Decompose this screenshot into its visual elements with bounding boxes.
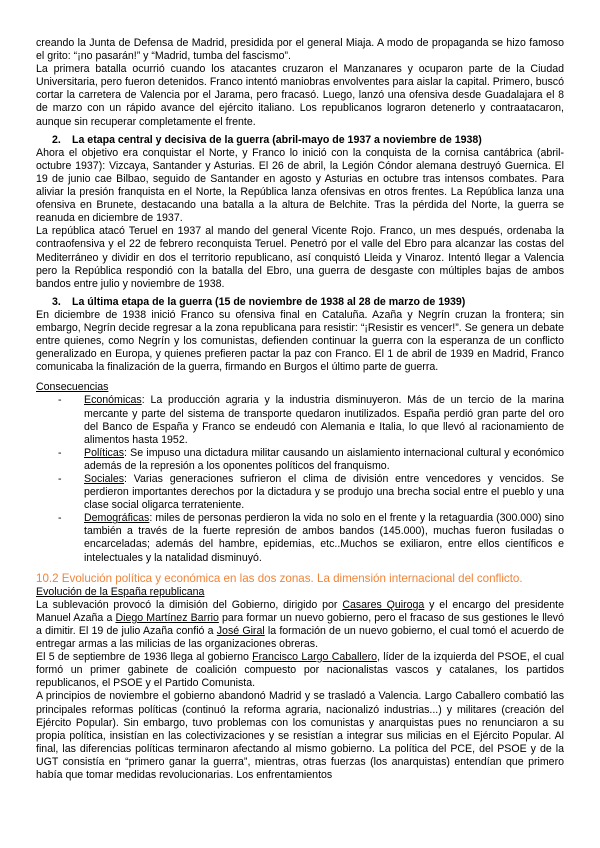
consequences-list: [36, 394, 564, 564]
stage-3-paragraph-1: En diciembre de 1938 inició Franco su ofensiva final en Cataluña. Azaña y Negrín cruzan la frontera; sin embargo, Negrín decide regresar a la zona republicana para resistir: “¡Resistir es vencer!”. Se genera un debate entre quienes, como Negrín y los comunistas, defienden continuar la guerra con la esperanza de un conflicto generalizado en Europa, y quienes prefieren pactar la paz con Franco. El 1 de abril de 1939 en Madrid, Franco comunicaba la finalización de la guerra, firmando en Burgos el último parte de guerra.: [36, 308, 564, 374]
text-segment: La sublevación provocó la dimisión del Gobierno, dirigido por: [36, 598, 343, 611]
link-francisco-largo-caballero[interactable]: Francisco Largo Caballero: [252, 651, 378, 664]
text-segment: para formar un nuevo gobierno, pero el fracaso de sus gestiones le llevó a dimitir. El 19 de julio Azaña confió a: [36, 611, 564, 637]
stage-2-heading: [36, 134, 564, 147]
consequence-text: : Varias generaciones sufrieron el clima de división entre vencedores y vencidos. Se perdieron importantes derechos por la dictadura y se produjo una brecha social entre el pueblo y una clase social oligarca terrateniente.: [84, 473, 564, 512]
consequence-text: : miles de personas perdieron la vida no solo en el frente y la retaguardia (300.000) sino también a través de la fuerte represión de ambos bandos (145.000), muchas fueron fusiladas o encarceladas; además del hambre, epidemias, etc..Muchos se exiliaron, entre ellos científicos e intelectuales y la natalidad disminuyó.: [84, 512, 564, 564]
consequence-economic: [36, 394, 564, 446]
consequence-term: Demográficas: [84, 512, 150, 525]
consequence-political: [36, 447, 564, 473]
consequence-term: Económicas: [84, 394, 142, 407]
list-dash: -: [58, 512, 62, 525]
document-page: [36, 37, 564, 782]
consequence-demographic: [36, 512, 564, 564]
link-diego-martinez-barrio[interactable]: Diego Martínez Barrio: [115, 611, 219, 624]
section-paragraph-1: [36, 599, 564, 651]
stage-2-paragraph-1: Ahora el objetivo era conquistar el Norte, y Franco lo inició con la conquista de la cornisa cantábrica (abril-octubre 1937): Vizcaya, Santander y Asturias. El 26 de abril, la Legión Cóndor alemana destruyó Guernica. El 19 de junio cae Bilbao, seguido de Santander en agosto y Asturias en octubre tras intensos combates. Para aliviar la presión franquista en el Norte, la República lanza ofensivas en otros frentes. La República lanza una ofensiva en Brunete, destacando una batalla a la altura de Belchite. Tras la pérdida del Norte, la guerra se reanuda en diciembre de 1937.: [36, 146, 564, 225]
stage-3-title: La última etapa de la guerra (15 de noviembre de 1938 al 28 de marzo de 1939): [72, 295, 466, 308]
text-segment: El 5 de septiembre de 1936 llega al gobierno: [36, 651, 253, 664]
text-segment: , líder de la izquierda del PSOE, el cual formó un primer gabinete de coalición compuesto por nacionalistas vascos y catalanes, los partidos republicanos, el PSOE y el Partido Comunista.: [36, 651, 564, 690]
stage-2-number: 2.: [52, 133, 61, 146]
text-segment: la formación de un nuevo gobierno, el cual tomó el acuerdo de entregar armas a las milicias de las organizaciones obreras.: [36, 624, 565, 651]
list-dash: -: [58, 394, 62, 407]
consequence-text: : La producción agraria y la industria disminuyeron. Más de un tercio de la marina mercante y parte del sistema de transporte quedaron inutilizados. España perdió gran parte del oro del Banco de España y Franco se endeudó con Alemania e Italia, lo que llevó al racionamiento de alimentos hasta 1952.: [84, 394, 564, 446]
stage-3-number: 3.: [52, 295, 61, 308]
section-paragraph-2: [36, 651, 564, 690]
consequence-text: : Se impuso una dictadura militar causando un aislamiento internacional cultural y económico además de la represión a los oponentes políticos del franquismo.: [84, 446, 564, 472]
stage-2-paragraph-2: La república atacó Teruel en 1937 al mando del general Vicente Rojo. Franco, un mes después, ordenaba la contraofensiva y el 22 de febrero reconquista Teruel. Penetró por el valle del Ebro para alcanzar las costas del Mediterráneo y dividir en dos el territorio republicano, así conquistó Lleida y Vinaroz. Intentó llegar a Valencia pero la República respondió con la batalla del Ebro, una guerra de desgaste con múltiples bajas de ambos bandos entre julio y noviembre de 1938.: [36, 225, 564, 290]
stage-2-title: La etapa central y decisiva de la guerra (abril-mayo de 1937 a noviembre de 1938): [72, 133, 482, 146]
list-dash: -: [58, 473, 62, 485]
link-jose-giral[interactable]: José Giral: [216, 624, 265, 637]
consequences-heading: Consecuencias: [36, 381, 109, 394]
list-dash: -: [58, 446, 62, 459]
section-paragraph-3: A principios de noviembre el gobierno abandonó Madrid y se trasladó a Valencia. Largo Caballero combatió las principales reformas políticas (continuó la reforma agraria, nacionalizó industrias...) y militares (creación del Ejército Popular). Sin embargo, tuvo problemas con los comunistas y anarquistas pues no renunciaron a su propia política, insistían en las colectivizaciones y se resistían a integrar sus milicias en el Ejército Popular. Al final, las diferencias políticas terminaron afectando al mismo gobierno. La política del PCE, del PSOE y de la UGT consistía en “primero ganar la guerra”, mientras, otras fuerzas (los anarquistas) entendían que primero había que tomar medidas revolucionarias. Los enfrentamientos: [36, 690, 564, 781]
consequence-term: Políticas: [84, 446, 125, 459]
intro-paragraph-1: creando la Junta de Defensa de Madrid, presidida por el general Miaja. A modo de propaganda se hizo famoso el grito: “¡no pasarán!” y “Madrid, tumba del fascismo”.: [36, 37, 564, 63]
stage-3-heading: [36, 296, 564, 309]
link-casares-quiroga[interactable]: Casares Quiroga: [342, 598, 425, 611]
section-subtitle: Evolución de la España republicana: [36, 585, 205, 598]
section-title: 10.2 Evolución política y económica en las dos zonas. La dimensión internacional del conflicto.: [36, 571, 523, 585]
consequence-social: [36, 473, 564, 512]
text-segment: y el encargo del presidente Manuel Azaña a: [36, 598, 565, 624]
consequence-term: Sociales: [84, 473, 125, 485]
intro-paragraph-2: La primera batalla ocurrió cuando los atacantes cruzaron el Manzanares y ocuparon parte de la Ciudad Universitaria, pero fueron detenidos. Franco intentó maniobras envolventes para aislar la capital. Primero, buscó cortar la carretera de Valencia por el Jarama, pero fracasó. Luego, lanzó una ofensiva desde Guadalajara el 8 de marzo con un rápido avance del ejército italiano. Los republicanos lograron detenerlo y contraatacaron, aunque sin recuperar completamente el frente.: [36, 63, 564, 128]
